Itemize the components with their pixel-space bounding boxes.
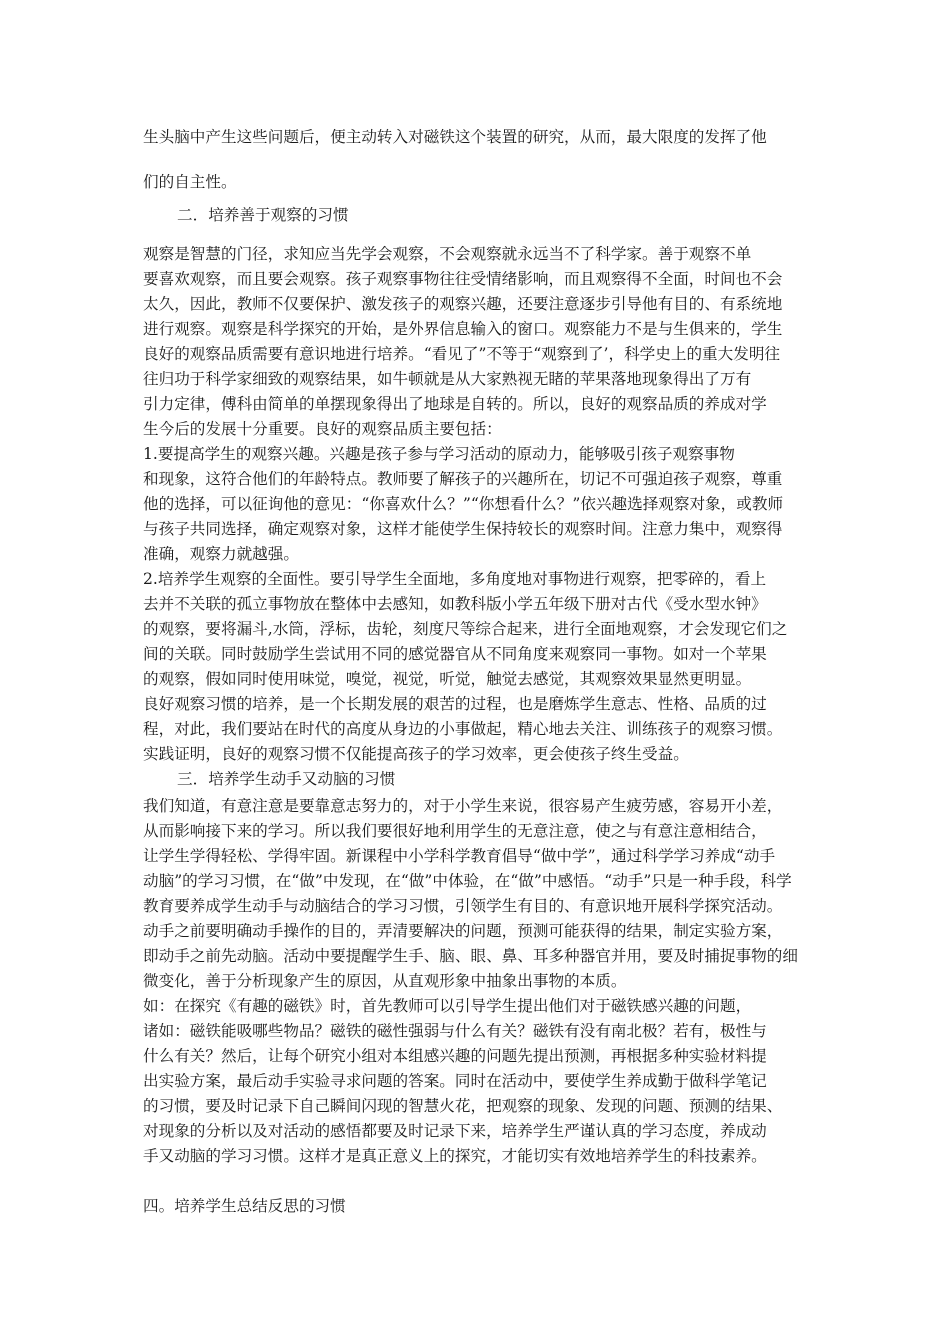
text-line: 去并不关联的孤立事物放在整体中去感知，如教科版小学五年级下册对古代《受水型水钟》 <box>143 595 767 613</box>
text-line: 2.培养学生观察的全面性。要引导学生全面地，多角度地对事物进行观察，把零碎的，看上 <box>143 570 767 588</box>
text-line: 良好的观察品质需要有意识地进行培养。“看见了”不等于“观察到了’，科学史上的重大发明往 <box>143 345 781 363</box>
text-line: 他的选择，可以征询他的意见：“你喜欢什么？”“你想看什么？”依兴趣选择观察对象，或教师 <box>143 495 784 513</box>
text-line: 即动手之前先动脑。活动中要提醒学生手、脑、眼、鼻、耳多种器官并用，要及时捕捉事物的细 <box>143 947 798 965</box>
text-line: 的习惯，要及时记录下自己瞬间闪现的智慧火花，把观察的现象、发现的问题、预测的结果、 <box>143 1097 783 1115</box>
section-3-body <box>143 794 815 1169</box>
text-line: 出实验方案，最后动手实验寻求问题的答案。同时在活动中，要使学生养成勤于做科学笔记 <box>143 1072 767 1090</box>
text-line: 们的自主性。 <box>143 173 237 191</box>
section-2-paragraph-1 <box>143 242 815 767</box>
text-line: 我们知道，有意注意是要靠意志努力的，对于小学生来说，很容易产生疲劳感，容易开小差， <box>143 797 783 815</box>
text-line: 要喜欢观察，而且要会观察。孩子观察事物往往受情绪影响，而且观察得不全面，时间也不会 <box>143 270 783 288</box>
text-line: 观察是智慧的门径，求知应当先学会观察，不会观察就永远当不了科学家。善于观察不单 <box>143 245 752 263</box>
text-line: 生今后的发展十分重要。良好的观察品质主要包括： <box>143 420 502 438</box>
text-line: 对现象的分析以及对活动的感悟都要及时记录下来，培养学生严谨认真的学习态度，养成动 <box>143 1122 767 1140</box>
text-line: 微变化，善于分析现象产生的原因，从直观形象中抽象出事物的本质。 <box>143 972 627 990</box>
text-line: 1.要提高学生的观察兴趣。兴趣是孩子参与学习活动的原动力，能够吸引孩子观察事物 <box>143 445 735 463</box>
text-line: 教育要养成学生动手与动脑结合的学习习惯，引领学生有目的、有意识地开展科学探究活动。 <box>143 897 783 915</box>
text-line: 间的关联。同时鼓励学生尝试用不同的感觉器官从不同角度来观察同一事物。如对一个苹果 <box>143 645 767 663</box>
text-line: 的观察，假如同时使用味觉，嗅觉，视觉，听觉，触觉去感觉，其观察效果显然更明显。 <box>143 670 752 688</box>
text-line: 和现象，这符合他们的年龄特点。教师要了解孩子的兴趣所在，切记不可强迫孩子观察，尊重 <box>143 470 783 488</box>
text-line: 生头脑中产生这些问题后，便主动转入对磁铁这个装置的研究，从而，最大限度的发挥了他 <box>143 128 767 146</box>
text-line: 往归功于科学家细致的观察结果，如牛顿就是从大家熟视无睹的苹果落地现象得出了万有 <box>143 370 752 388</box>
section-2-heading: 二．培养善于观察的习惯 <box>177 206 349 224</box>
text-line: 动手之前要明确动手操作的目的，弄清要解决的问题，预测可能获得的结果，制定实验方案， <box>143 922 783 940</box>
section-3-heading: 三．培养学生动手又动脑的习惯 <box>177 770 396 788</box>
text-line: 让学生学得轻松、学得牢固。新课程中小学科学教育倡导“做中学”，通过科学学习养成“动手 <box>143 847 776 865</box>
text-line: 从而影响接下来的学习。所以我们要很好地利用学生的无意注意，使之与有意注意相结合， <box>143 822 767 840</box>
text-line: 良好观察习惯的培养，是一个长期发展的艰苦的过程，也是磨炼学生意志、性格、品质的过 <box>143 695 767 713</box>
text-line: 引力定律，傅科由简单的单摆现象得出了地球是自转的。所以，良好的观察品质的养成对学 <box>143 395 767 413</box>
text-line: 动脑”的学习习惯，在“做”中发现，在“做”中体验，在“做”中感悟。“动手”只是一种手段，科学 <box>143 872 792 890</box>
text-line: 手又动脑的学习习惯。这样才是真正意义上的探究，才能切实有效地培养学生的科技素养。 <box>143 1147 767 1165</box>
section-4-heading: 四。培养学生总结反思的习惯 <box>143 1197 346 1215</box>
text-line: 太久，因此，教师不仅要保护、激发孩子的观察兴趣，还要注意逐步引导他有目的、有系统地 <box>143 295 783 313</box>
text-line: 诸如：磁铁能吸哪些物品？磁铁的磁性强弱与什么有关？磁铁有没有南北极？若有，极性与 <box>143 1022 767 1040</box>
intro-paragraph <box>143 115 815 205</box>
text-line: 什么有关？然后，让每个研究小组对本组感兴趣的问题先提出预测，再根据多种实验材料提 <box>143 1047 767 1065</box>
text-line: 实践证明，良好的观察习惯不仅能提高孩子的学习效率，更会使孩子终生受益。 <box>143 745 689 763</box>
text-line: 准确，观察力就越强。 <box>143 545 299 563</box>
text-line: 如：在探究《有趣的磁铁》时，首先教师可以引导学生提出他们对于磁铁感兴趣的问题， <box>143 997 752 1015</box>
text-line: 与孩子共同选择，确定观察对象，这样才能使学生保持较长的观察时间。注意力集中，观察得 <box>143 520 783 538</box>
text-line: 程，对此，我们要站在时代的高度从身边的小事做起，精心地去关注、训练孩子的观察习惯。 <box>143 720 783 738</box>
text-line: 进行观察。观察是科学探究的开始，是外界信息输入的窗口。观察能力不是与生俱来的，学生 <box>143 320 783 338</box>
text-line: 的观察，要将漏斗,水筒，浮标，齿轮，刻度尺等综合起来，进行全面地观察，才会发现它们之 <box>143 620 788 638</box>
